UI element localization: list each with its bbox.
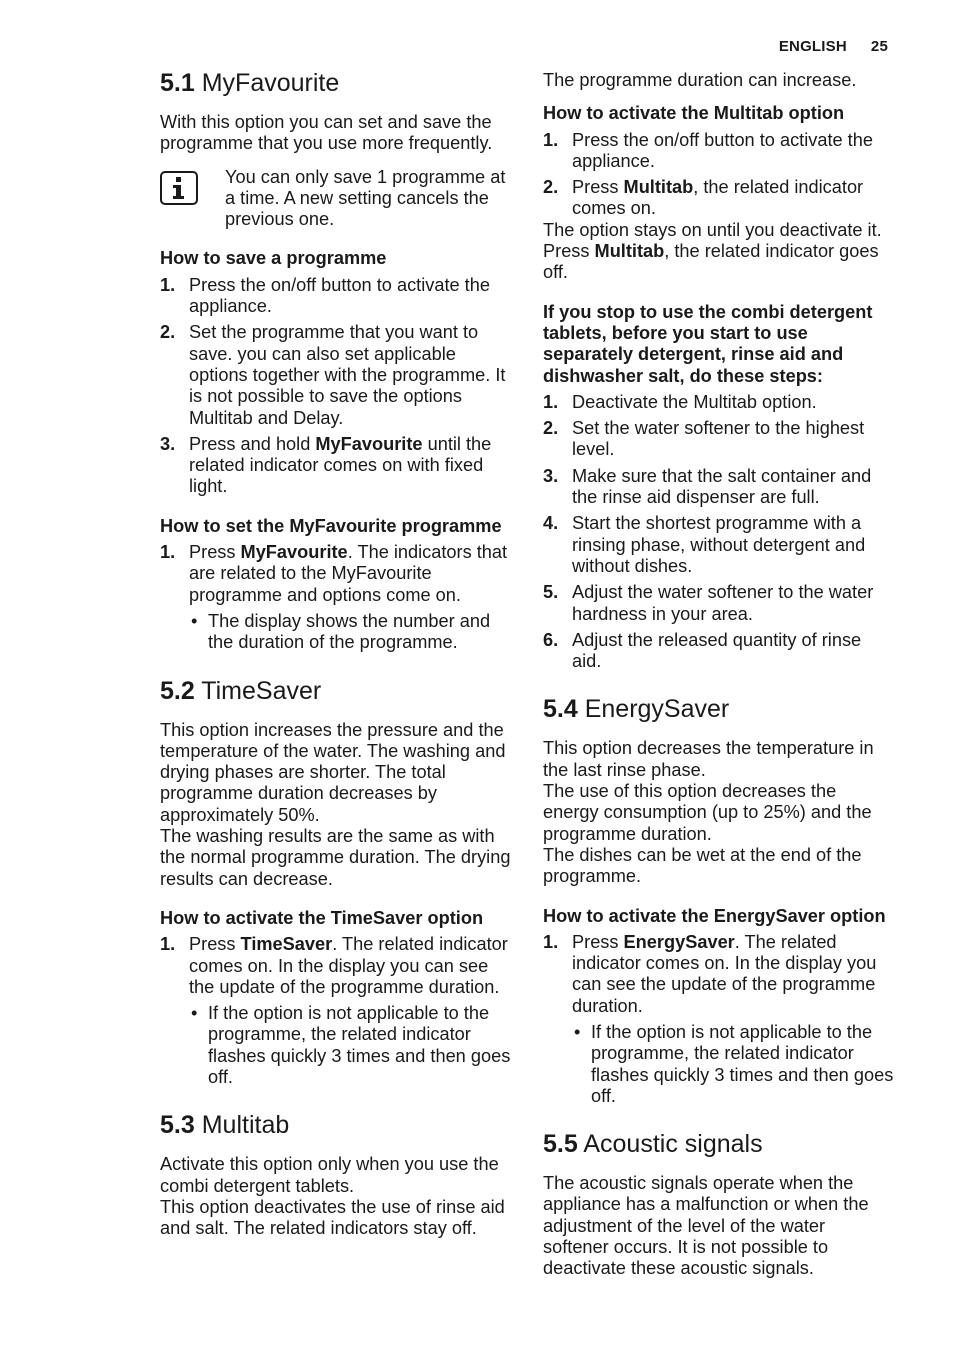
bullet-list <box>572 1022 895 1107</box>
paragraph: This option increases the pressure and the temperature of the water. The washing and drying phases are shorter. The total programme duration decreases by approximately 50%. <box>160 719 506 825</box>
paragraph: Activate this option only when you use the combi detergent tablets. <box>160 1154 499 1196</box>
section-5-4 <box>543 694 895 1107</box>
section-heading: 5.4 EnergySaver <box>543 695 730 724</box>
subheading: How to activate the TimeSaver option <box>160 907 484 928</box>
paragraph: This option decreases the temperature in the last rinse phase. <box>543 738 874 780</box>
paragraph: The dishes can be wet at the end of the programme. <box>543 844 862 887</box>
list-item: 3. Press and hold MyFavourite until the related indicator comes on with fixed light. <box>160 433 492 497</box>
energysaver-steps-list <box>543 932 895 1107</box>
paragraph: The acoustic signals operate when the appliance has a malfunction or when the adjustment of the level of the water softener occurs. It is not possible to deactivate these acoustic signals. <box>543 1173 869 1279</box>
bullet-item: • If the option is not applicable to the programme, the related indicator flashes quickly 3 times and then goes off. <box>572 1022 895 1107</box>
subheading: How to save a programme <box>160 248 387 269</box>
section-heading: 5.3 Multitab <box>160 1111 290 1140</box>
list-item: 6. Adjust the released quantity of rinse aid. <box>543 629 862 672</box>
page-header <box>779 38 888 55</box>
save-steps-list <box>160 275 512 498</box>
set-steps-list <box>160 542 512 653</box>
list-item: 1. Press MyFavourite. The indicators that are related to the MyFavourite programme and options come on. • The display shows the number and the duration of the programme. <box>160 542 512 653</box>
section-heading: 5.2 TimeSaver <box>160 676 322 705</box>
paragraph: With this option you can set and save the programme that you use more frequently. <box>160 112 493 154</box>
timesaver-steps-list <box>160 934 512 1088</box>
list-item: 3. Make sure that the salt container and the rinse aid dispenser are full. <box>543 465 872 508</box>
paragraph: The use of this option decreases the energy consumption (up to 25%) and the programme duration. <box>543 781 872 844</box>
right-column <box>543 70 895 1302</box>
paragraph: The programme duration can increase. <box>543 70 857 90</box>
section-heading: 5.1 MyFavourite <box>160 69 340 97</box>
bullet-list <box>189 1003 512 1088</box>
list-item: 1. Press the on/off button to activate the appliance. <box>543 129 873 171</box>
bullet-item: • The display shows the number and the duration of the programme. <box>189 611 512 654</box>
subheading: How to set the MyFavourite programme <box>160 515 502 536</box>
list-item: 2. Set the water softener to the highest level. <box>543 418 865 460</box>
section-5-3 <box>160 1110 512 1239</box>
section-5-1 <box>160 68 512 654</box>
subheading: How to activate the Multitab option <box>543 103 845 124</box>
section-5-5 <box>543 1129 895 1279</box>
list-item: 5. Adjust the water softener to the water hardness in your area. <box>543 582 874 624</box>
left-column <box>160 68 512 1261</box>
info-icon <box>160 171 198 205</box>
stop-steps-list <box>543 392 895 673</box>
paragraph: The washing results are the same as with the normal programme duration. The drying results can decrease. <box>160 826 511 889</box>
subheading: How to activate the EnergySaver option <box>543 905 886 926</box>
list-item: 4. Start the shortest programme with a rinsing phase, without detergent and without dishes. <box>543 513 866 576</box>
list-item: 1. Press the on/off button to activate the appliance. <box>160 274 490 317</box>
section-5-3-continued <box>543 70 895 672</box>
paragraph: The option stays on until you deactivate it. Press Multitab, the related indicator goes off. <box>543 219 882 283</box>
bullet-list <box>189 611 512 654</box>
page-number: 25 <box>870 38 888 55</box>
language-label: ENGLISH <box>778 38 847 55</box>
note-text: You can only save 1 programme at a time. A new setting cancels the previous one. <box>225 166 506 230</box>
section-heading: 5.5 Acoustic signals <box>543 1130 763 1159</box>
multitab-steps-list <box>543 130 895 220</box>
info-note <box>160 167 512 231</box>
list-item: 2. Set the programme that you want to save. you can also set applicable options together with the programme. It is not possible to save the options Multitab and Delay. <box>160 322 506 428</box>
list-item: 1. Press TimeSaver. The related indicator comes on. In the display you can see the update of the programme duration. • If the option is not applicable to the programme, the related indicator flashes quickly 3 times and then goes off. <box>160 934 512 1088</box>
bullet-item: • If the option is not applicable to the programme, the related indicator flashes quickly 3 times and then goes off. <box>189 1003 512 1088</box>
subheading: If you stop to use the combi detergent tablets, before you start to use separately detergent, rinse aid and dishwasher salt, do these steps: <box>543 301 873 386</box>
list-item: 1. Press EnergySaver. The related indicator comes on. In the display you can see the update of the programme duration. • If the option is not applicable to the programme, the related indicator flashes quickly 3 times and then goes off. <box>543 932 895 1107</box>
section-5-2 <box>160 676 512 1089</box>
list-item: 2. Press Multitab, the related indicator comes on. <box>543 177 864 219</box>
list-item: 1. Deactivate the Multitab option. <box>543 391 817 412</box>
paragraph: This option deactivates the use of rinse aid and salt. The related indicators stay off. <box>160 1196 505 1239</box>
